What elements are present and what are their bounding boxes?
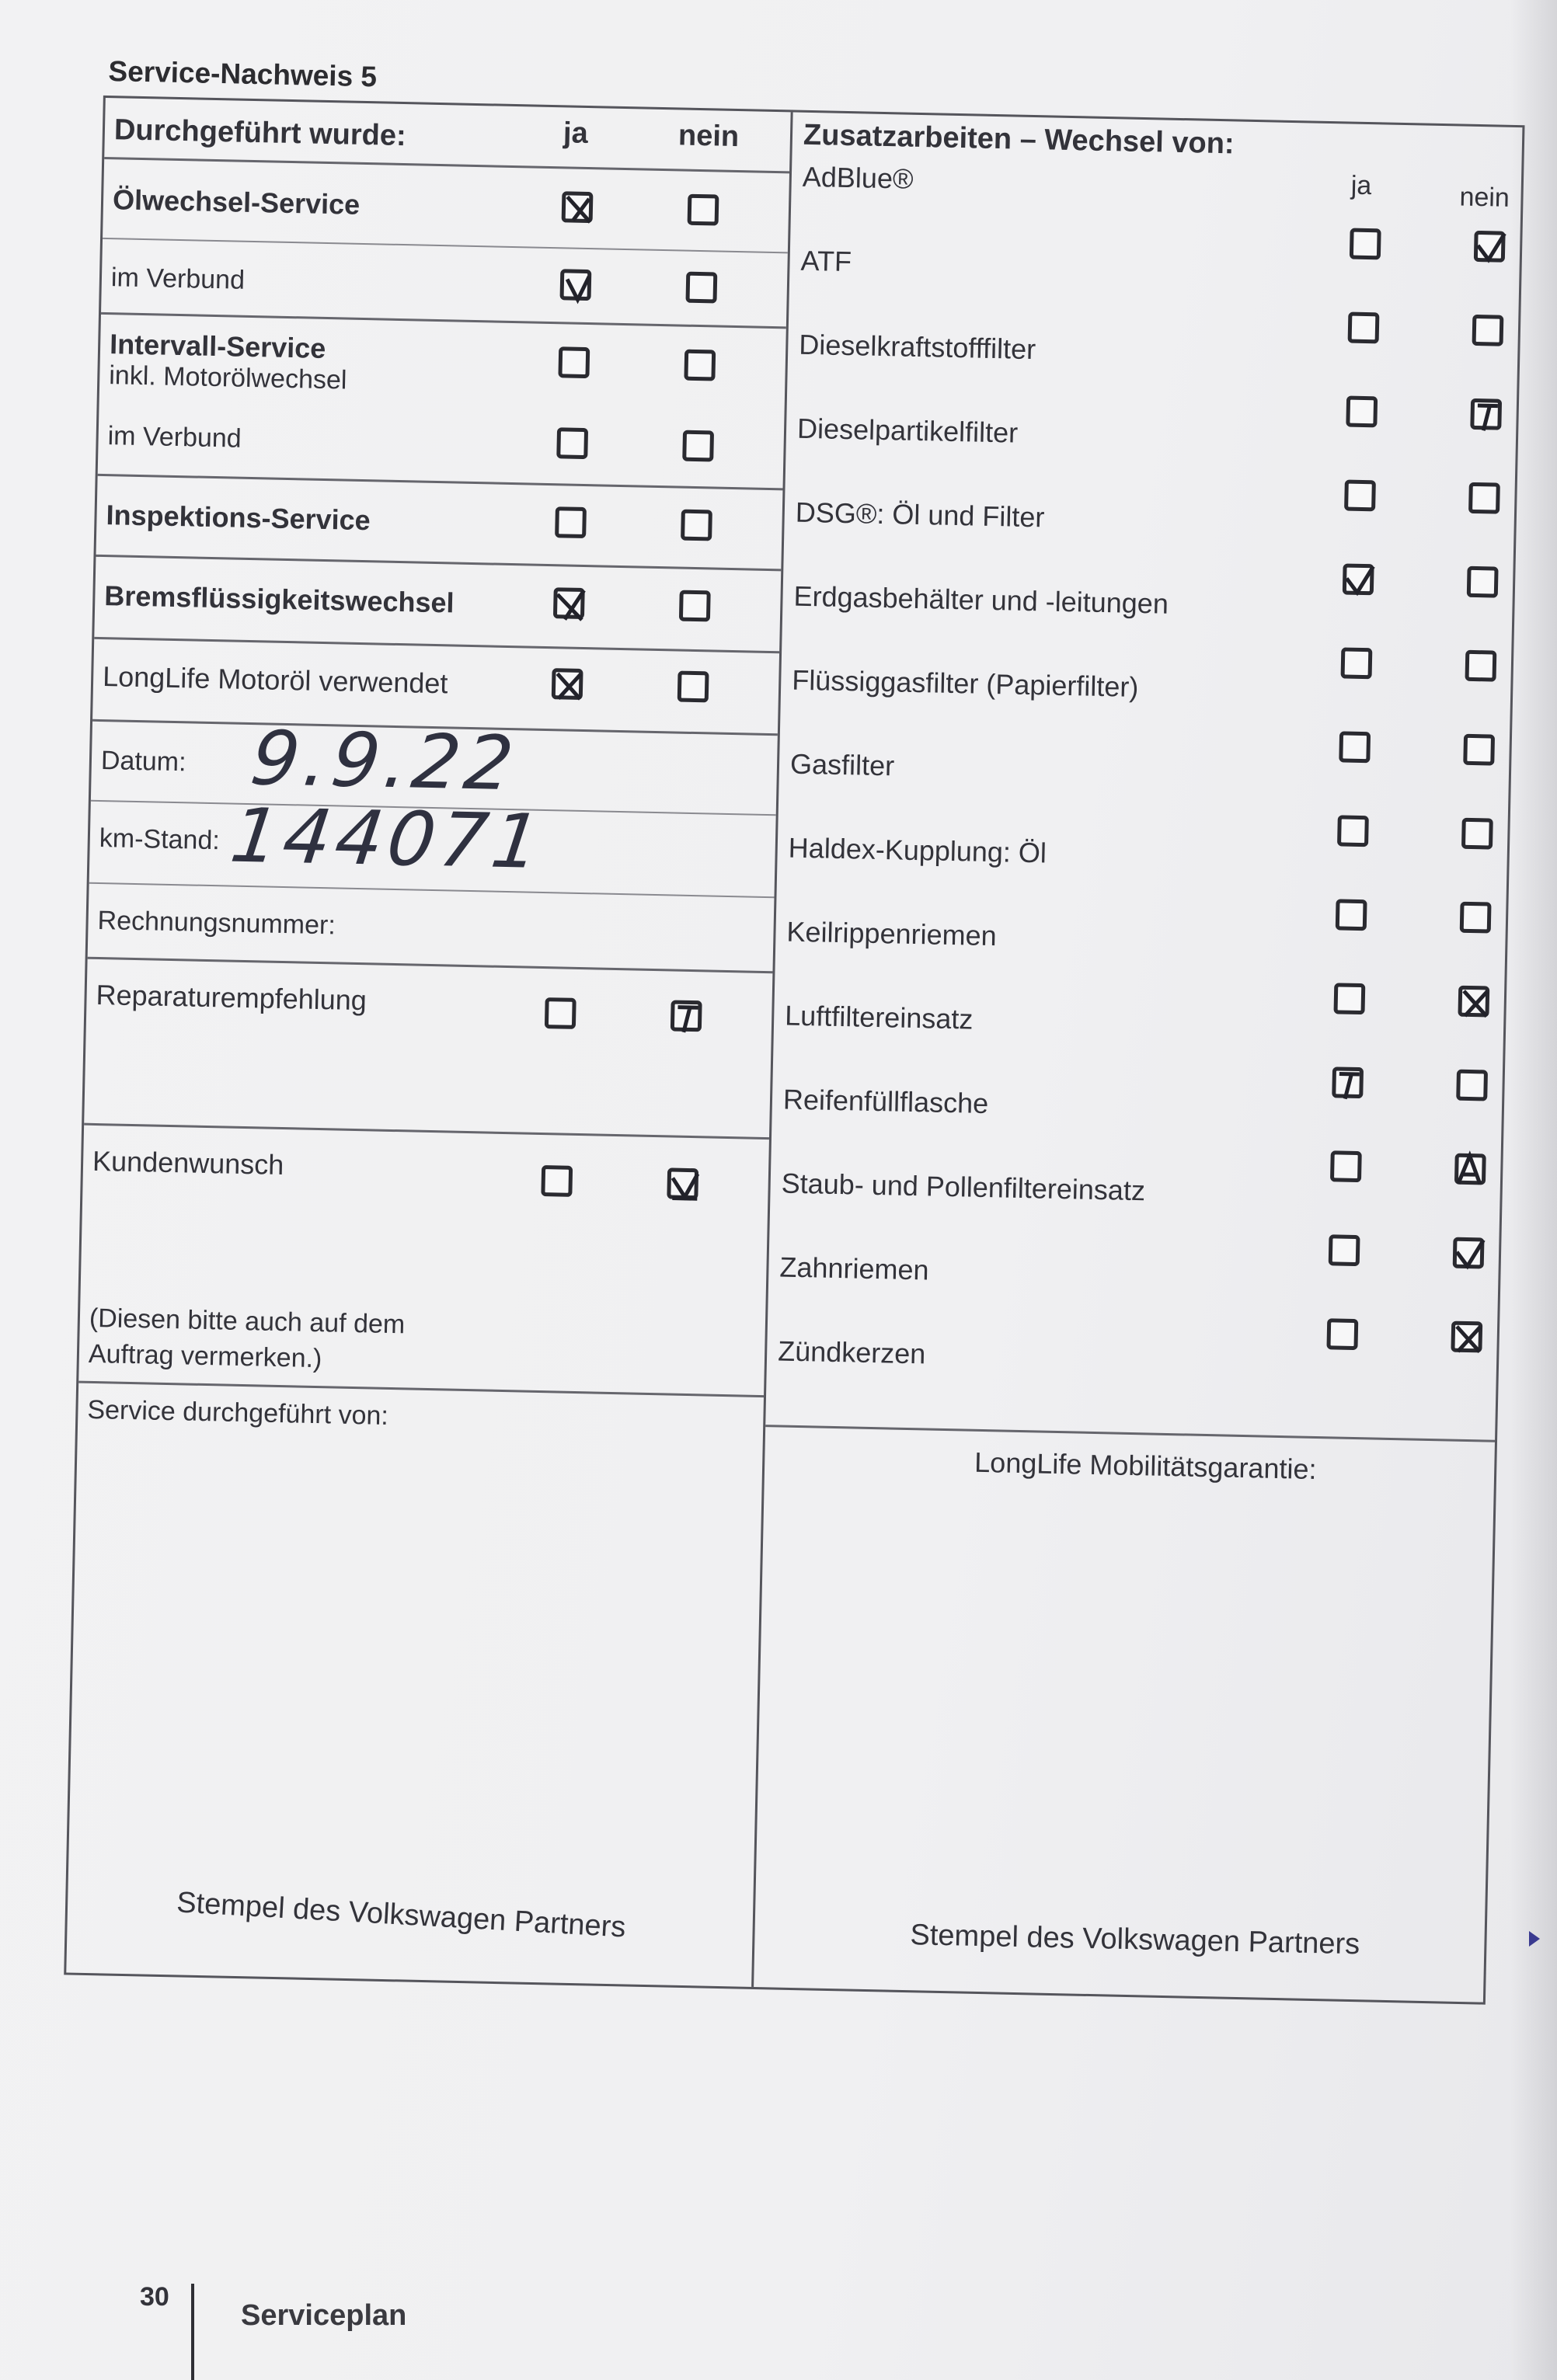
checkbox-bremsfluessigkeit-ja[interactable] [553, 587, 585, 619]
checkbox-additional-ja[interactable] [1326, 1318, 1358, 1350]
check-mark-icon [1450, 1320, 1486, 1357]
form-title: Service-Nachweis 5 [108, 55, 378, 93]
check-mark-icon [559, 268, 595, 304]
reparaturempfehlung-label: Reparaturempfehlung [96, 978, 367, 1017]
right-header-ja: ja [1350, 170, 1372, 201]
checkbox-additional-nein[interactable] [1460, 902, 1492, 934]
kundenwunsch-note-line2: Auftrag vermerken.) [88, 1338, 322, 1374]
row-label-inspektion: Inspektions-Service [106, 499, 371, 537]
divider [88, 957, 773, 973]
checkbox-intervall-nein[interactable] [684, 350, 716, 381]
checkbox-kunde-nein[interactable] [667, 1167, 698, 1199]
row-label-oelwechsel: Ölwechsel-Service [112, 183, 361, 221]
stamp-label-left: Stempel des Volkswagen Partners [176, 1886, 627, 1944]
checkbox-inspektion-nein[interactable] [681, 510, 712, 541]
kundenwunsch-note-line1: (Diesen bitte auch auf dem [89, 1303, 406, 1340]
checkbox-longlife-nein[interactable] [677, 671, 709, 703]
check-mark-icon [1457, 985, 1493, 1021]
additional-work-label: Dieselkraftstofffilter [798, 328, 1036, 366]
check-mark-icon [1452, 1237, 1489, 1273]
divider [101, 312, 786, 329]
divider [103, 238, 788, 253]
datum-label: Datum: [100, 746, 186, 778]
check-mark-icon [666, 1167, 702, 1203]
checkbox-reparatur-nein[interactable] [671, 1000, 702, 1032]
additional-work-label: Luftfiltereinsatz [784, 999, 974, 1035]
checkbox-additional-ja[interactable] [1336, 899, 1367, 931]
footer-divider [191, 2284, 194, 2380]
additional-work-label: Dieselpartikelfilter [796, 412, 1019, 449]
page-number: 30 [140, 2282, 169, 2312]
check-mark-icon [551, 667, 587, 704]
row-label-verbund-1: im Verbund [110, 263, 246, 295]
row-sublabel-intervall: inkl. Motorölwechsel [108, 360, 347, 395]
divider [89, 882, 775, 898]
stamp-label-right: Stempel des Volkswagen Partners [910, 1919, 1360, 1961]
check-mark-icon [1331, 1066, 1367, 1102]
additional-work-label: Zündkerzen [777, 1334, 926, 1370]
checkbox-additional-nein[interactable] [1456, 1070, 1488, 1101]
checkbox-verbund1-nein[interactable] [685, 272, 717, 304]
divider [84, 1123, 769, 1140]
datum-handwritten: 9.9.22 [246, 715, 523, 808]
checkbox-oelwechsel-nein[interactable] [688, 194, 719, 226]
service-table [64, 96, 1524, 2005]
additional-work-label: Staub- und Pollenfiltereinsatz [781, 1167, 1146, 1207]
checkbox-additional-ja[interactable] [1341, 647, 1373, 679]
checkbox-additional-ja[interactable] [1330, 1150, 1362, 1182]
additional-work-label: Zahnriemen [779, 1251, 929, 1286]
left-header-ja: ja [563, 117, 589, 150]
page-arrow-icon [1529, 1931, 1540, 1947]
divider [96, 555, 781, 571]
checkbox-additional-nein[interactable] [1467, 566, 1499, 598]
row-label-longlife-motoroel: LongLife Motoröl verwendet [102, 660, 448, 700]
left-header-label: Durchgeführt wurde: [113, 113, 407, 153]
left-header-nein: nein [677, 119, 740, 154]
right-column [754, 113, 1522, 2002]
service-by-label: Service durchgeführt von: [87, 1394, 389, 1431]
row-label-intervall: Intervall-Service [109, 328, 326, 364]
checkbox-additional-nein[interactable] [1465, 650, 1496, 682]
checkbox-additional-nein[interactable] [1474, 231, 1506, 263]
checkbox-longlife-ja[interactable] [552, 668, 583, 700]
check-mark-icon [561, 190, 597, 227]
checkbox-additional-ja[interactable] [1350, 228, 1381, 260]
checkbox-additional-nein[interactable] [1454, 1153, 1486, 1185]
checkbox-verbund2-nein[interactable] [682, 430, 714, 462]
kundenwunsch-label: Kundenwunsch [92, 1144, 284, 1181]
row-label-verbund-2: im Verbund [107, 421, 242, 454]
row-label-bremsfluessigkeit: Bremsflüssigkeitswechsel [103, 579, 455, 619]
checkbox-additional-ja[interactable] [1332, 1066, 1364, 1098]
additional-work-label: AdBlue® [802, 160, 914, 195]
check-mark-icon [1469, 398, 1506, 434]
checkbox-additional-ja[interactable] [1333, 983, 1365, 1014]
checkbox-verbund1-ja[interactable] [560, 269, 592, 301]
check-mark-icon [1454, 1153, 1490, 1189]
divider [78, 1381, 764, 1397]
checkbox-additional-ja[interactable] [1348, 312, 1380, 344]
checkbox-additional-ja[interactable] [1337, 815, 1369, 847]
additional-work-label: Haldex-Kupplung: Öl [788, 831, 1047, 869]
check-mark-icon [552, 586, 589, 623]
additional-work-label: Erdgasbehälter und -leitungen [793, 579, 1169, 620]
checkbox-additional-nein[interactable] [1463, 734, 1495, 766]
additional-work-label: Reifenfüllflasche [782, 1083, 989, 1120]
right-header-label: Zusatzarbeiten – Wechsel von: [803, 118, 1235, 161]
checkbox-additional-nein[interactable] [1451, 1321, 1482, 1353]
left-column [66, 98, 792, 1987]
checkbox-additional-ja[interactable] [1339, 731, 1371, 763]
rechnungsnummer-label: Rechnungsnummer: [97, 905, 336, 941]
checkbox-verbund2-ja[interactable] [556, 427, 588, 459]
additional-work-label: Gasfilter [789, 747, 895, 782]
footer-section: Serviceplan [241, 2299, 407, 2332]
check-mark-icon [1342, 562, 1378, 599]
checkbox-inspektion-ja[interactable] [555, 506, 587, 538]
checkbox-additional-nein[interactable] [1468, 482, 1500, 514]
additional-work-label: Flüssiggasfilter (Papierfilter) [791, 663, 1139, 703]
divider [104, 157, 789, 173]
checkbox-bremsfluessigkeit-nein[interactable] [679, 590, 711, 622]
checkbox-additional-nein[interactable] [1472, 315, 1504, 346]
additional-work-label: Keilrippenriemen [786, 915, 998, 952]
checkbox-additional-nein[interactable] [1458, 986, 1489, 1018]
divider [765, 1425, 1495, 1442]
checkbox-oelwechsel-ja[interactable] [562, 191, 594, 223]
additional-work-label: DSG®: Öl und Filter [795, 496, 1045, 534]
checkbox-additional-nein[interactable] [1453, 1237, 1485, 1269]
service-record-form [30, 54, 1531, 2027]
checkbox-additional-ja[interactable] [1329, 1234, 1360, 1266]
checkbox-additional-nein[interactable] [1461, 818, 1493, 850]
checkbox-kunde-ja[interactable] [541, 1165, 573, 1197]
checkbox-reparatur-ja[interactable] [545, 997, 576, 1029]
km-stand-label: km-Stand: [99, 823, 221, 856]
checkbox-intervall-ja[interactable] [558, 346, 590, 378]
check-mark-icon [670, 999, 706, 1035]
longlife-garantie-label: LongLife Mobilitätsgarantie: [974, 1446, 1317, 1485]
additional-work-label: ATF [800, 244, 852, 278]
checkbox-additional-ja[interactable] [1344, 479, 1376, 511]
km-stand-handwritten: 144071 [225, 792, 550, 886]
check-mark-icon [1473, 230, 1510, 266]
divider [98, 474, 783, 490]
checkbox-additional-ja[interactable] [1343, 563, 1374, 595]
divider [94, 637, 779, 653]
checkbox-additional-ja[interactable] [1346, 396, 1378, 428]
right-header-nein: nein [1459, 182, 1510, 213]
checkbox-additional-nein[interactable] [1470, 398, 1502, 430]
